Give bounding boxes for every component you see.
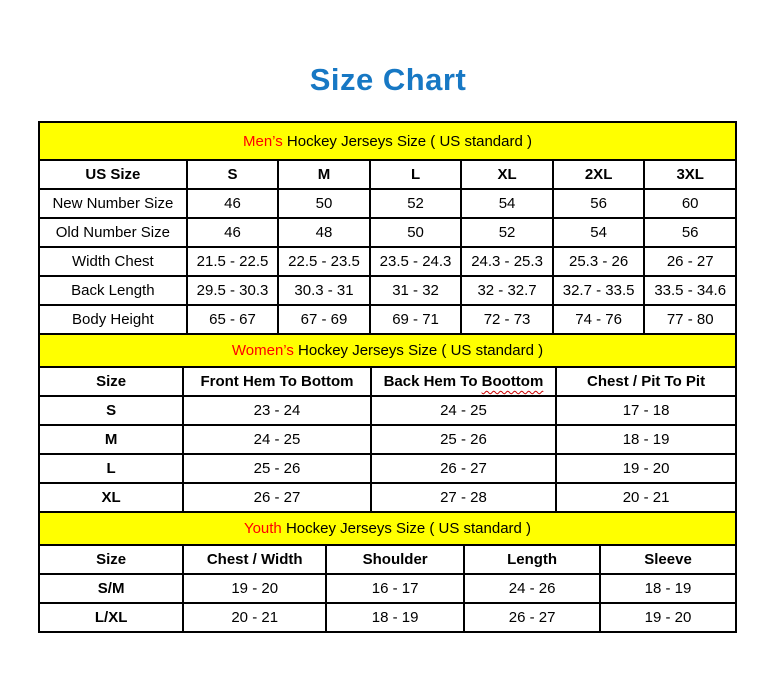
header-cell: Length [464,545,600,574]
data-cell: 18 - 19 [326,603,464,632]
table-row [39,574,736,603]
row-label-cell: L/XL [39,603,183,632]
header-cell: S [187,160,279,189]
data-cell: 17 - 18 [556,396,736,425]
data-cell: 67 - 69 [278,305,370,334]
banner-row [39,334,736,367]
header-row [39,545,736,574]
data-cell: 19 - 20 [183,574,326,603]
data-cell: 20 - 21 [183,603,326,632]
row-label-cell: XL [39,483,183,512]
data-cell: 24 - 25 [183,425,370,454]
header-row [39,367,736,396]
header-cell: Front Hem To Bottom [183,367,370,396]
youth-banner-highlight: Youth [243,520,282,537]
womens-size-table [38,333,737,513]
data-cell: 32 - 32.7 [461,276,553,305]
data-cell: 29.5 - 30.3 [187,276,279,305]
row-label-cell: L [39,454,183,483]
data-cell: 46 [187,189,279,218]
data-cell: 23 - 24 [183,396,370,425]
table-row [39,218,736,247]
row-label-cell: Old Number Size [39,218,187,247]
data-cell: 24 - 26 [464,574,600,603]
data-cell: 27 - 28 [371,483,556,512]
data-cell: 30.3 - 31 [278,276,370,305]
data-cell: 19 - 20 [600,603,736,632]
data-cell: 50 [278,189,370,218]
table-row [39,603,736,632]
data-cell: 54 [461,189,553,218]
data-cell: 60 [644,189,736,218]
header-cell: Chest / Pit To Pit [556,367,736,396]
mens-banner-rest: Hockey Jerseys Size ( US standard ) [286,132,532,150]
page-title: Size Chart [309,62,467,97]
header-cell: L [370,160,462,189]
data-cell: 25 - 26 [371,425,556,454]
table-row [39,425,736,454]
table-row [39,305,736,334]
data-cell: 21.5 - 22.5 [187,247,279,276]
data-cell: 69 - 71 [370,305,462,334]
misspelled-word: Boottom [481,373,544,390]
row-label-cell: S [39,396,183,425]
row-label-cell: S/M [39,574,183,603]
data-cell: 50 [370,218,462,247]
data-cell: 56 [644,218,736,247]
data-cell: 48 [278,218,370,247]
data-cell: 77 - 80 [644,305,736,334]
womens-banner-rest: Hockey Jerseys Size ( US standard ) [298,342,544,359]
table-row [39,396,736,425]
banner-row [39,122,736,160]
data-cell: 22.5 - 23.5 [278,247,370,276]
header-cell: Shoulder [326,545,464,574]
row-label-cell: Back Length [39,276,187,305]
data-cell: 31 - 32 [370,276,462,305]
data-cell: 20 - 21 [556,483,736,512]
data-cell: 46 [187,218,279,247]
youth-banner-rest: Hockey Jerseys Size ( US standard ) [285,520,532,537]
data-cell: 56 [553,189,645,218]
header-cell [371,367,556,396]
table-row [39,189,736,218]
header-cell: XL [461,160,553,189]
data-cell: 24 - 25 [371,396,556,425]
row-label-cell: Width Chest [39,247,187,276]
data-cell: 18 - 19 [600,574,736,603]
header-cell: 3XL [644,160,736,189]
mens-banner [39,122,736,160]
data-cell: 52 [461,218,553,247]
table-row [39,483,736,512]
womens-banner-highlight: Women’s [231,342,294,359]
data-cell: 26 - 27 [183,483,370,512]
data-cell: 74 - 76 [553,305,645,334]
data-cell: 25 - 26 [183,454,370,483]
header-cell: Size [39,367,183,396]
table-row [39,276,736,305]
womens-banner [39,334,736,367]
data-cell: 25.3 - 26 [553,247,645,276]
size-chart-tables [38,121,737,633]
data-cell: 65 - 67 [187,305,279,334]
data-cell: 32.7 - 33.5 [553,276,645,305]
table-row [39,247,736,276]
banner-row [39,512,736,545]
header-cell: M [278,160,370,189]
header-cell: Size [39,545,183,574]
row-label-cell: Body Height [39,305,187,334]
data-cell: 26 - 27 [371,454,556,483]
data-cell: 18 - 19 [556,425,736,454]
row-label-cell: New Number Size [39,189,187,218]
header-cell: Chest / Width [183,545,326,574]
header-cell: US Size [39,160,187,189]
data-cell: 33.5 - 34.6 [644,276,736,305]
header-cell: 2XL [553,160,645,189]
data-cell: 23.5 - 24.3 [370,247,462,276]
youth-banner [39,512,736,545]
data-cell: 26 - 27 [644,247,736,276]
data-cell: 16 - 17 [326,574,464,603]
row-label-cell: M [39,425,183,454]
data-cell: 26 - 27 [464,603,600,632]
mens-banner-highlight: Men’s [242,132,283,150]
data-cell: 24.3 - 25.3 [461,247,553,276]
youth-size-table [38,511,737,633]
data-cell: 54 [553,218,645,247]
data-cell: 52 [370,189,462,218]
header-cell-text: Back Hem To [383,373,478,390]
header-cell: Sleeve [600,545,736,574]
data-cell: 19 - 20 [556,454,736,483]
data-cell: 72 - 73 [461,305,553,334]
table-row [39,454,736,483]
mens-size-table [38,121,737,335]
header-row [39,160,736,189]
